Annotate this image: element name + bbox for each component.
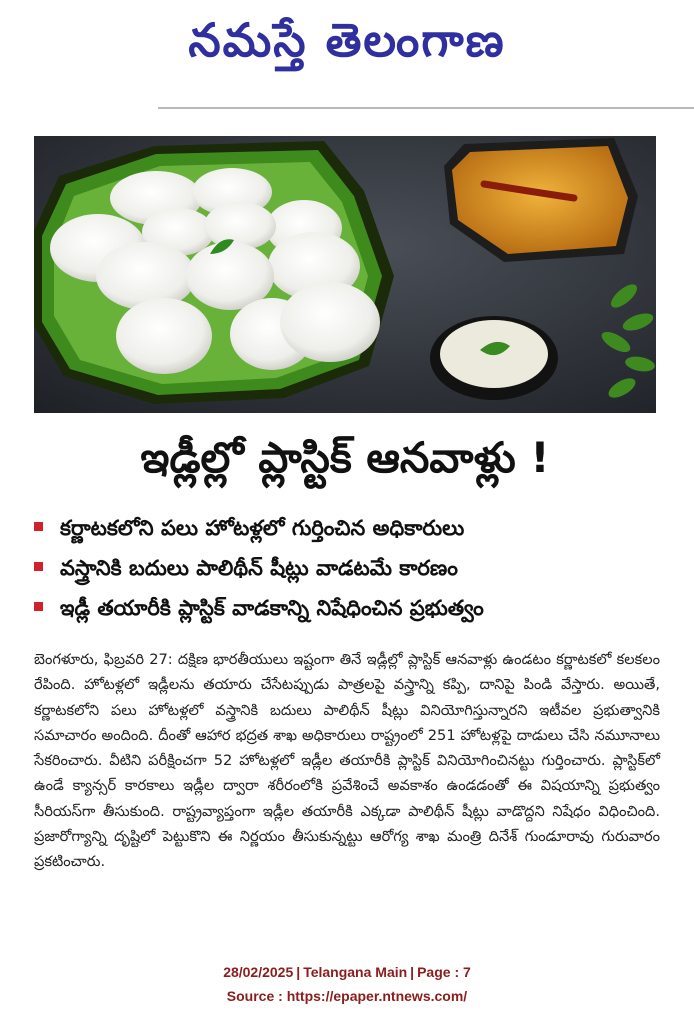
footer-separator: | (410, 964, 415, 980)
summary-bullets (34, 508, 674, 628)
footer (0, 960, 694, 1008)
footer-edition: Telangana Main (303, 964, 408, 980)
headline: ఇడ్లీల్లో ప్లాస్టిక్ ఆనవాళ్లు ! (140, 433, 550, 482)
bullet-text: ఇడ్లీ తయారీకి ప్లాస్టిక్ వాడకాన్ని నిషేధించిన ప్రభుత్వం (60, 596, 484, 620)
bullet-text: వస్త్రానికి బదులు పాలిథీన్ షీట్లు వాడటమే కారణం (60, 556, 458, 580)
bullet-text: కర్ణాటకలోని పలు హోటళ్లలో గుర్తించిన అధికారులు (60, 516, 465, 540)
bullet-item (34, 548, 674, 588)
bullet-item (34, 508, 674, 548)
masthead (0, 8, 694, 72)
masthead-divider (158, 107, 694, 109)
masthead-title: నమస్తే తెలంగాణ (188, 13, 506, 67)
bullet-square-icon (34, 602, 43, 611)
idli-photo (34, 136, 656, 413)
footer-edition-line (0, 960, 694, 984)
footer-page: Page : 7 (417, 964, 471, 980)
bullet-square-icon (34, 562, 43, 571)
footer-date: 28/02/2025 (223, 964, 294, 980)
bullet-square-icon (34, 522, 43, 531)
footer-source: Source : https://epaper.ntnews.com/ (226, 988, 468, 1004)
footer-separator: | (296, 964, 301, 980)
article-body: బెంగళూరు, ఫిబ్రవరి 27: దక్షిణ భారతీయులు ఇష్టంగా తినే ఇడ్లీల్లో ప్లాస్టిక్ ఆనవాళ్లు ఉండటం కర్ణాటకలో కలకలం రేపింది. హోటళ్లలో ఇడ్లీలను తయారు చేసేటప్పుడు పాత్రలపై వస్త్రాన్ని కప్పి, దానిపై పిండి వేస్తారు. అయితే, కర్ణాటకలోని పలు హోటళ్లలో వస్త్రానికి బదులు పాలిథీన్ షీట్లు వినియోగిస్తున్నారని ఇటీవల ప్రభుత్వానికి సమాచారం అందింది. దీంతో ఆహార భద్రత శాఖ అధికారులు రాష్ట్రంలో 251 హోటళ్లపై దాడులు చేసి నమూనాలు సేకరించారు. వీటిని పరీక్షించగా 52 హోటళ్లలో ఇడ్లీల తయారీకి ప్లాస్టిక్ వినియోగించినట్టు గుర్తించారు. ప్లాస్టిక్‌లో ఉండే క్యాన్సర్ కారకాలు ఇడ్లీల ద్వారా శరీరంలోకి ప్రవేశించే అవకాశం ఉండడంతో ఈ విషయాన్ని ప్రభుత్వం సీరియస్‌గా తీసుకుంది. రాష్ట్రవ్యాప్తంగా ఇడ్లీల తయారీకి ఎక్కడా పాలిథీన్ షీట్లు వాడొద్దని నిషేధం విధించింది. ప్రజారోగ్యాన్ని దృష్టిలో పెట్టుకొని ఈ నిర్ణయం తీసుకున్నట్టు ఆరోగ్య శాఖ మంత్రి దినేశ్ గుండూరావు గురువారం ప్రకటించారు. (34, 651, 660, 871)
bullet-item (34, 588, 674, 628)
